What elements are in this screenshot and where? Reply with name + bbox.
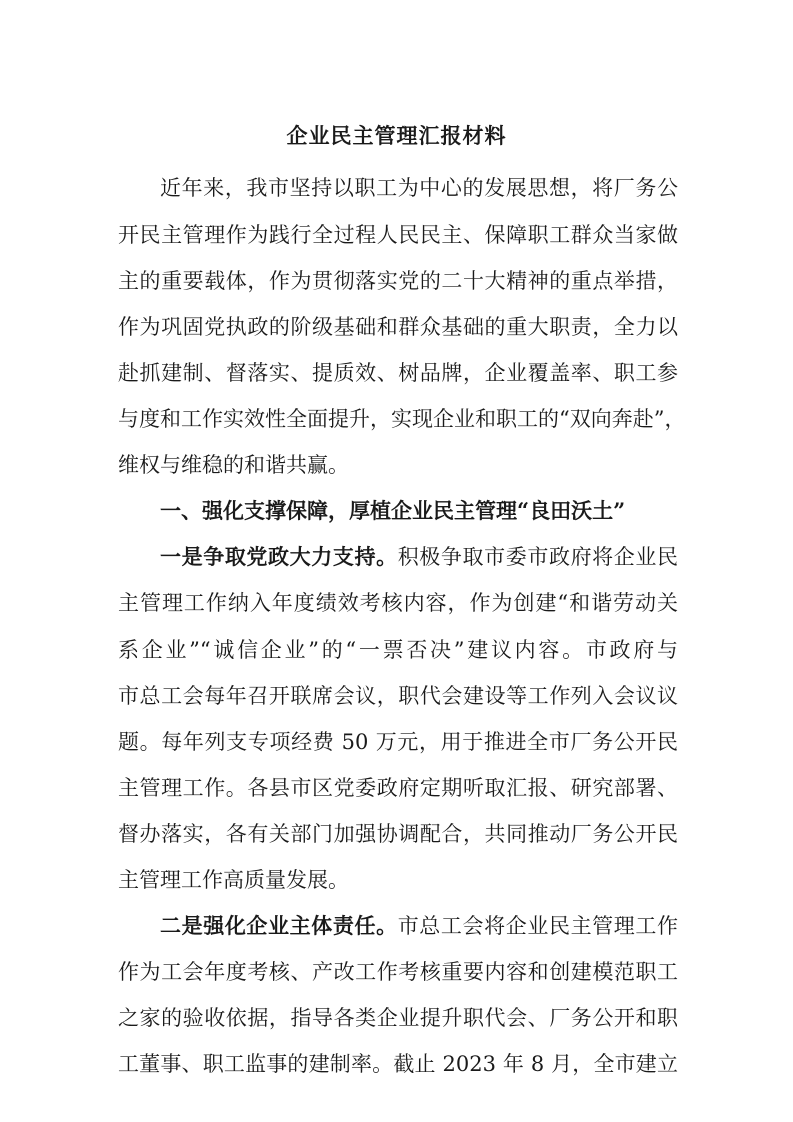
para2-first-rest: 市总工会将企业民主管理工作 xyxy=(397,914,679,938)
intro-line-4: 作为巩固党执政的阶级基础和群众基础的重大职责，全力以 xyxy=(118,315,678,339)
para2-lead: 二是强化企业主体责任。 xyxy=(160,913,398,938)
intro-line-3: 主的重要载体，作为贯彻落实党的二十大精神的重点举措， xyxy=(118,269,678,293)
para1-line-1 xyxy=(160,543,678,571)
para1-line-4: 市总工会每年召开联席会议，职代会建设等工作列入会议议 xyxy=(118,684,678,708)
para2-line-2: 作为工会年度考核、产改工作考核重要内容和创建模范职工 xyxy=(118,960,678,984)
para1-line-2: 主管理工作纳入年度绩效考核内容，作为创建“和谐劳动关 xyxy=(118,591,678,615)
para2-line-1 xyxy=(160,912,678,940)
intro-line-5: 赴抓建制、督落实、提质效、树品牌，企业覆盖率、职工参 xyxy=(118,361,678,385)
para1-lead: 一是争取党政大力支持。 xyxy=(160,544,398,569)
para1-line-8: 主管理工作高质量发展。 xyxy=(118,868,349,892)
para1-line-5: 题。每年列支专项经费 50 万元，用于推进全市厂务公开民 xyxy=(118,730,678,754)
para1-line-7: 督办落实，各有关部门加强协调配合，共同推动厂务公开民 xyxy=(118,822,678,846)
intro-line-1: 近年来，我市坚持以职工为中心的发展思想，将厂务公 xyxy=(160,176,678,200)
intro-line-2: 开民主管理作为践行全过程人民民主、保障职工群众当家做 xyxy=(118,223,678,247)
section-heading-1: 一、强化支撑保障，厚植企业民主管理“良田沃土” xyxy=(160,498,626,523)
document-title: 企业民主管理汇报材料 xyxy=(286,123,507,148)
para2-line-4: 工董事、职工监事的建制率。截止 2023 年 8 月，全市建立 xyxy=(118,1052,678,1076)
para1-line-3: 系企业”“诚信企业”的“一票否决”建议内容。市政府与 xyxy=(118,638,678,662)
para2-line-3: 之家的验收依据，指导各类企业提升职代会、厂务公开和职 xyxy=(118,1006,678,1030)
intro-line-7: 维权与维稳的和谐共赢。 xyxy=(118,453,349,477)
para1-first-rest: 积极争取市委市政府将企业民 xyxy=(397,545,679,569)
para1-line-6: 主管理工作。各县市区党委政府定期听取汇报、研究部署、 xyxy=(118,776,678,800)
intro-line-6: 与度和工作实效性全面提升，实现企业和职工的“双向奔赴”， xyxy=(118,407,686,431)
